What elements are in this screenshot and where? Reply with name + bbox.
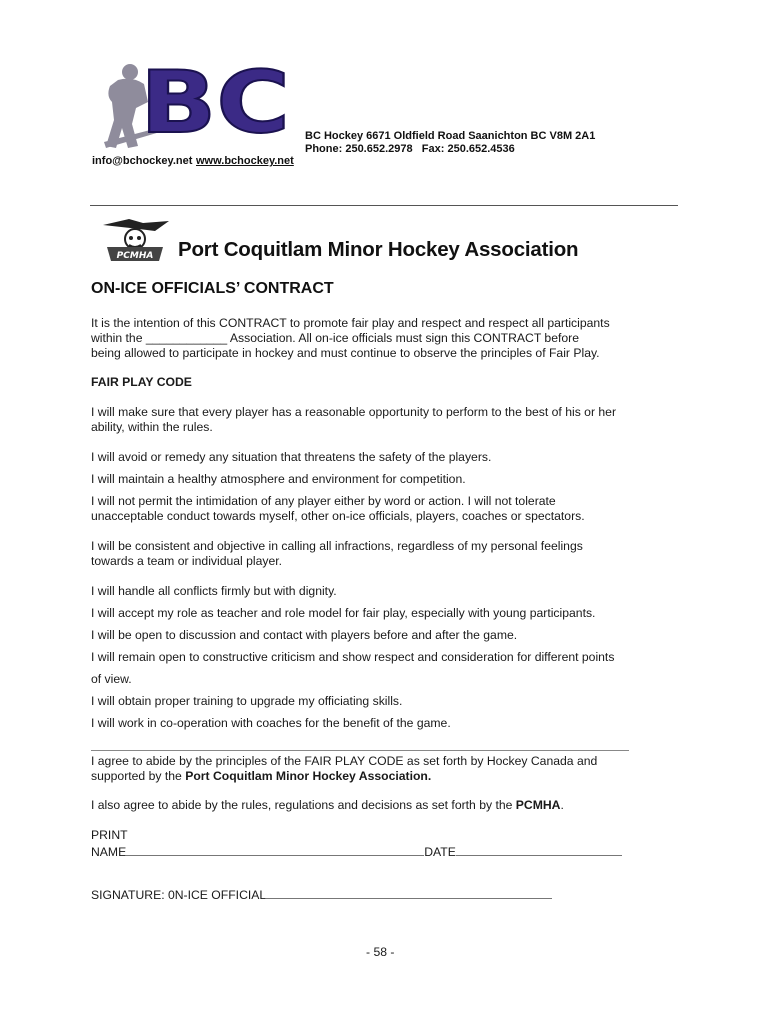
rules-agreement-text: I also agree to abide by the rules, regulations and decisions as set forth by the: [91, 798, 516, 812]
agreement-line: [91, 769, 691, 784]
rules-agreement-end: .: [560, 798, 564, 812]
intro-line: It is the intention of this CONTRACT to promote fair play and respect and respect all participants: [91, 316, 610, 330]
bc-logo-text: BC: [140, 62, 290, 153]
port-coquitlam-logo: [99, 217, 171, 267]
name-label: NAME: [91, 845, 127, 859]
signature-row: [91, 886, 552, 903]
fair-play-code-heading: FAIR PLAY CODE: [91, 375, 192, 389]
contract-title: ON-ICE OFFICIALS’ CONTRACT: [91, 280, 334, 297]
header-phone-fax: Phone: 250.652.2978 Fax: 250.652.4536: [305, 143, 515, 155]
association-name-bold: Port Coquitlam Minor Hockey Association.: [185, 769, 432, 783]
code-item: [91, 539, 691, 569]
code-item-line: towards a team or individual player.: [91, 554, 283, 568]
page-number: - 58 -: [366, 945, 395, 959]
header-address: BC Hockey 6671 Oldfield Road Saanichton BC V8M 2A1: [305, 130, 596, 142]
code-item: I will maintain a healthy atmosphere and environment for competition.: [91, 472, 466, 486]
signature-label: SIGNATURE: 0N-ICE OFFICIAL: [91, 888, 267, 902]
intro-line: being allowed to participate in hockey and must continue to observe the principles of Fair Play.: [91, 346, 600, 360]
bc-hockey-logo: [88, 62, 298, 154]
agreement-paragraph: [91, 754, 691, 784]
section-divider: [91, 750, 629, 751]
code-item: [91, 494, 691, 524]
date-input-line[interactable]: [456, 843, 622, 856]
code-item: I will avoid or remedy any situation that threatens the safety of the players.: [91, 450, 492, 464]
name-input-line[interactable]: [126, 843, 424, 856]
rules-agreement: [91, 798, 564, 813]
svg-text:PCMHA: PCMHA: [116, 251, 154, 261]
header-email[interactable]: info@bchockey.net: [92, 155, 193, 167]
code-item-line: I will not permit the intimidation of any player either by word or action. I will not tolerate: [91, 494, 556, 508]
header-divider: [90, 205, 678, 206]
code-item: I will be open to discussion and contact with players before and after the game.: [91, 628, 518, 642]
intro-paragraph: [91, 316, 691, 361]
pcmha-bold: PCMHA: [515, 798, 561, 812]
code-item-line: ability, within the rules.: [91, 420, 213, 434]
intro-line: within the ____________ Association. All on-ice officials must sign this CONTRACT before: [91, 331, 579, 345]
hockey-player-silhouette-icon: [88, 62, 298, 154]
code-item: I will handle all conflicts firmly but with dignity.: [91, 584, 337, 598]
association-title: Port Coquitlam Minor Hockey Association: [178, 238, 579, 261]
name-date-row: [91, 843, 622, 860]
pirate-mascot-icon: [99, 217, 171, 267]
header-website[interactable]: www.bchockey.net: [196, 155, 294, 167]
code-item-line: I will make sure that every player has a reasonable opportunity to perform to the best of his or her: [91, 405, 617, 419]
print-label: PRINT: [91, 828, 128, 842]
code-item-line: I will be consistent and objective in calling all infractions, regardless of my personal feelings: [91, 539, 583, 553]
date-label: DATE: [424, 845, 456, 859]
code-item: I will work in co-operation with coaches for the benefit of the game.: [91, 716, 451, 730]
code-item-line: unacceptable conduct towards myself, other on-ice officials, players, coaches or spectators.: [91, 509, 585, 523]
code-item: [91, 405, 691, 435]
code-item: of view.: [91, 672, 132, 686]
code-item: I will accept my role as teacher and role model for fair play, especially with young participants.: [91, 606, 596, 620]
code-item: I will remain open to constructive criticism and show respect and consideration for different points: [91, 650, 615, 664]
code-item: I will obtain proper training to upgrade my officiating skills.: [91, 694, 403, 708]
signature-input-line[interactable]: [266, 886, 552, 899]
agreement-line: I agree to abide by the principles of the FAIR PLAY CODE as set forth by Hockey Canada and: [91, 754, 598, 768]
agreement-text: supported by the: [91, 769, 186, 783]
